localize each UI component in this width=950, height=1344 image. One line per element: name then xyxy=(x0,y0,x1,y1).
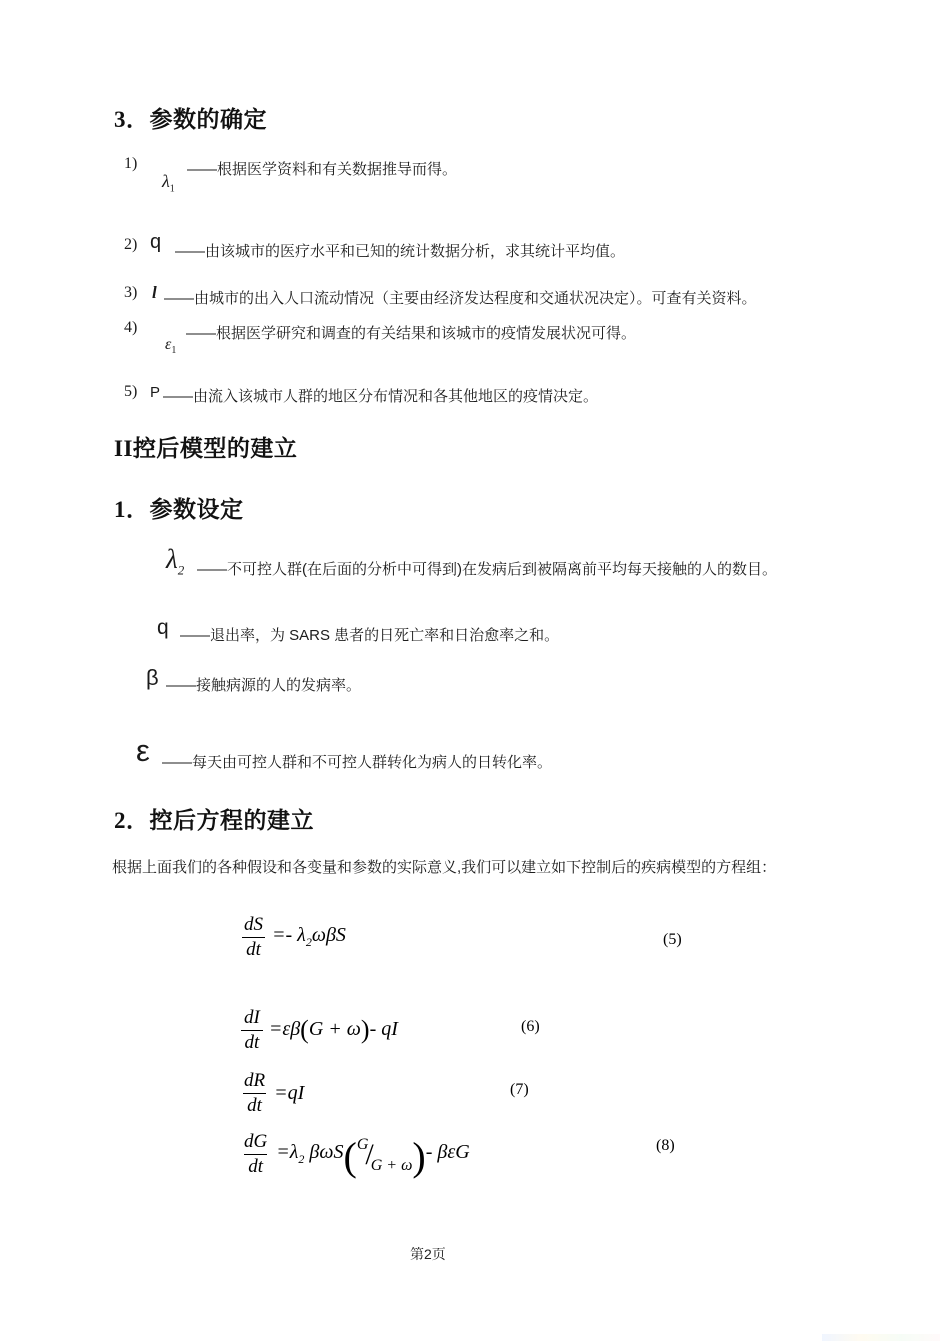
list-item-3-text: ——由城市的出入人口流动情况（主要由经济发达程度和交通状况决定）。可查有关资料。 xyxy=(164,290,757,307)
beta-symbol: β xyxy=(146,665,159,690)
lambda1-glyph: λ xyxy=(162,171,170,191)
list-item-3-number: 3) xyxy=(124,284,138,301)
list-item-4-text: ——根据医学研究和调查的有关结果和该城市的疫情发展状况可得。 xyxy=(186,325,637,342)
equation-5-rhs: =- $\lambda_2\omega\beta S$ xyxy=(272,924,346,949)
lambda2-subscript: 2 xyxy=(177,562,185,578)
epsilon1-subscript: 1 xyxy=(171,345,177,357)
fraction-numerator: dI xyxy=(244,1006,260,1028)
equation-7 xyxy=(240,1069,304,1117)
equation-7-number: (7) xyxy=(510,1081,529,1098)
equation-6-rhs: =εβ(G + ω)- qI xyxy=(268,1015,398,1044)
list-item-1-text: ——根据医学资料和有关数据推导而得。 xyxy=(187,161,458,178)
page-number: 第2页 xyxy=(410,1246,446,1262)
epsilon1-symbol xyxy=(165,336,176,356)
fraction-numerator: dR xyxy=(244,1069,266,1091)
fraction-dG-dt xyxy=(240,1131,271,1178)
list-item-4-number: 4) xyxy=(124,319,138,336)
fraction-numerator: dG xyxy=(244,1130,268,1152)
section-II-heading: II控后模型的建立 xyxy=(114,436,298,461)
epsilon1-glyph: ε xyxy=(165,336,172,353)
lambda1-subscript: 1 xyxy=(169,183,175,195)
lambda2-glyph: λ xyxy=(166,544,178,574)
fraction-denominator: dt xyxy=(242,937,265,961)
watermark-remnant xyxy=(822,1334,940,1341)
equation-8-rhs: $=\lambda_2$ $\beta\omega S(^G/_{G + \omega})-$ βεG xyxy=(276,1134,470,1179)
equation-7-rhs: =qI xyxy=(274,1081,305,1104)
p-symbol: P xyxy=(150,384,161,401)
equation-8 xyxy=(240,1128,470,1180)
equation-6-number: (6) xyxy=(521,1018,540,1035)
section-1-heading: 1．参数设定 xyxy=(114,497,244,522)
fraction-dI-dt xyxy=(240,1007,264,1054)
fraction-numerator: dS xyxy=(244,913,263,935)
lambda2-definition: ——不可控人群(在后面的分析中可得到)在发病后到被隔离前平均每天接触的人的数目。 xyxy=(197,561,777,578)
lambda2-symbol xyxy=(166,544,184,578)
epsilon-definition: ——每天由可控人群和不可控人群转化为病人的日转化率。 xyxy=(162,754,553,771)
equation-6 xyxy=(240,1006,398,1054)
fraction-denominator: dt xyxy=(241,1030,264,1054)
list-item-5-number: 5) xyxy=(124,383,138,400)
q-symbol: q xyxy=(150,231,162,253)
list-item-5-text: ——由流入该城市人群的地区分布情况和各其他地区的疫情决定。 xyxy=(163,388,599,405)
list-item-2-text: ——由该城市的医疗水平和已知的统计数据分析，求其统计平均值。 xyxy=(175,243,626,260)
intro-paragraph: 根据上面我们的各种假设和各变量和参数的实际意义,我们可以建立如下控制后的疾病模型的方程组： xyxy=(112,859,777,876)
epsilon-symbol: ε xyxy=(136,733,150,768)
fraction-denominator: dt xyxy=(244,1154,267,1178)
list-item-2-number: 2) xyxy=(124,236,138,253)
l-symbol: l xyxy=(152,283,157,302)
section-3-heading: 3．参数的确定 xyxy=(114,107,267,132)
q-def-symbol: q xyxy=(157,616,169,639)
fraction-denominator: dt xyxy=(243,1093,266,1117)
q-definition: ——退出率，为 SARS 患者的日死亡率和日治愈率之和。 xyxy=(180,627,560,644)
equation-5-number: (5) xyxy=(663,931,682,948)
list-item-1-number: 1) xyxy=(124,155,138,172)
fraction-dR-dt xyxy=(240,1070,269,1117)
section-2-heading: 2．控后方程的建立 xyxy=(114,808,314,833)
equation-8-number: (8) xyxy=(656,1137,675,1154)
lambda1-symbol xyxy=(162,171,175,195)
beta-definition: ——接触病源的人的发病率。 xyxy=(166,677,362,694)
equation-5 xyxy=(240,913,346,961)
fraction-dS-dt xyxy=(240,914,267,961)
